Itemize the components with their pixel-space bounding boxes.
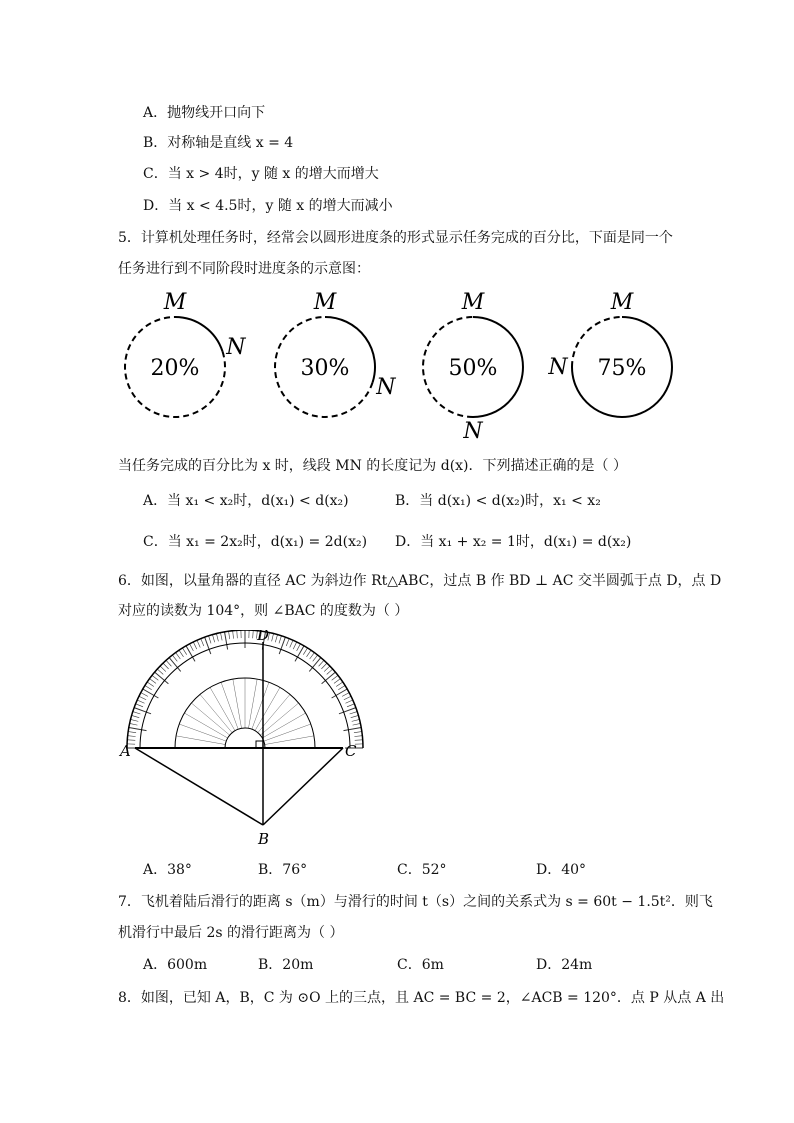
point-n-label: N bbox=[376, 374, 396, 400]
percent-label: 50% bbox=[448, 356, 498, 381]
q6-stem-line2: 对应的读数为 104°，则 ∠BAC 的度数为（ ） bbox=[118, 603, 409, 619]
percent-label: 75% bbox=[597, 356, 647, 381]
q4-option-a: A．抛物线开口向下 bbox=[143, 105, 266, 121]
q8-stem-line1: 8．如图，已知 A，B，C 为 ⊙O 上的三点，且 AC = BC = 2，∠ACB = 120°．点 P 从点 A 出 bbox=[118, 990, 725, 1006]
q6-option-b: B．76° bbox=[258, 862, 308, 878]
q4-option-b: B．对称轴是直线 x = 4 bbox=[143, 135, 294, 151]
q7-option-b: B．20m bbox=[258, 957, 314, 973]
point-c-label: C bbox=[345, 742, 357, 760]
q7-stem-line1: 7．飞机着陆后滑行的距离 s（m）与滑行的时间 t（s）之间的关系式为 s = 60t − 1.5t²．则飞 bbox=[118, 894, 713, 910]
point-n-label: N bbox=[226, 335, 246, 361]
q6-option-d: D．40° bbox=[536, 862, 587, 878]
point-m-label: M bbox=[610, 290, 634, 315]
point-m-label: M bbox=[461, 290, 485, 315]
point-m-label: M bbox=[313, 290, 337, 315]
progress-arc-solid bbox=[175, 317, 223, 352]
q7-stem-line2: 机滑行中最后 2s 的滑行距离为（ ） bbox=[118, 925, 344, 941]
q5-option-b: B．当 d(x₁) < d(x₂)时，x₁ < x₂ bbox=[395, 493, 601, 509]
protractor-figure bbox=[115, 630, 365, 850]
progress-circles-figure bbox=[115, 285, 690, 445]
progress-circle-2 bbox=[275, 290, 396, 417]
progress-circle-4 bbox=[547, 290, 672, 417]
q6-option-a: A．38° bbox=[143, 862, 192, 878]
point-n-label: N bbox=[463, 419, 483, 444]
point-d-label: D bbox=[257, 630, 270, 644]
progress-circle-1 bbox=[125, 290, 246, 417]
q5-stem-line2: 任务进行到不同阶段时进度条的示意图： bbox=[118, 261, 370, 277]
point-b-label: B bbox=[258, 830, 270, 848]
progress-circle-3 bbox=[423, 290, 523, 444]
q4-option-c: C．当 x > 4时，y 随 x 的增大而增大 bbox=[143, 166, 379, 182]
q7-option-a: A．600m bbox=[143, 957, 208, 973]
q6-option-c: C．52° bbox=[397, 862, 447, 878]
q5-stem-line1: 5．计算机处理任务时，经常会以圆形进度条的形式显示任务完成的百分比，下面是同一个 bbox=[118, 230, 673, 246]
point-m-label: M bbox=[163, 290, 187, 315]
q5-after-text: 当任务完成的百分比为 x 时，线段 MN 的长度记为 d(x)．下列描述正确的是（ ） bbox=[118, 458, 627, 474]
q7-option-d: D．24m bbox=[536, 957, 593, 973]
protractor-scale bbox=[127, 630, 363, 748]
point-a-label: A bbox=[120, 742, 131, 760]
q7-option-c: C．6m bbox=[397, 957, 444, 973]
q5-option-a: A．当 x₁ < x₂时，d(x₁) < d(x₂) bbox=[143, 493, 349, 509]
q6-stem-line1: 6．如图，以量角器的直径 AC 为斜边作 Rt△ABC，过点 B 作 BD ⊥ AC 交半圆弧于点 D，点 D bbox=[118, 573, 722, 589]
q5-option-c: C．当 x₁ = 2x₂时，d(x₁) = 2d(x₂) bbox=[143, 534, 368, 550]
q4-option-d: D．当 x < 4.5时，y 随 x 的增大而减小 bbox=[143, 198, 393, 214]
point-n-label: N bbox=[548, 355, 568, 380]
q5-option-d: D．当 x₁ + x₂ = 1时，d(x₁) = d(x₂) bbox=[395, 534, 632, 550]
percent-label: 20% bbox=[150, 356, 200, 381]
percent-label: 30% bbox=[300, 356, 350, 381]
